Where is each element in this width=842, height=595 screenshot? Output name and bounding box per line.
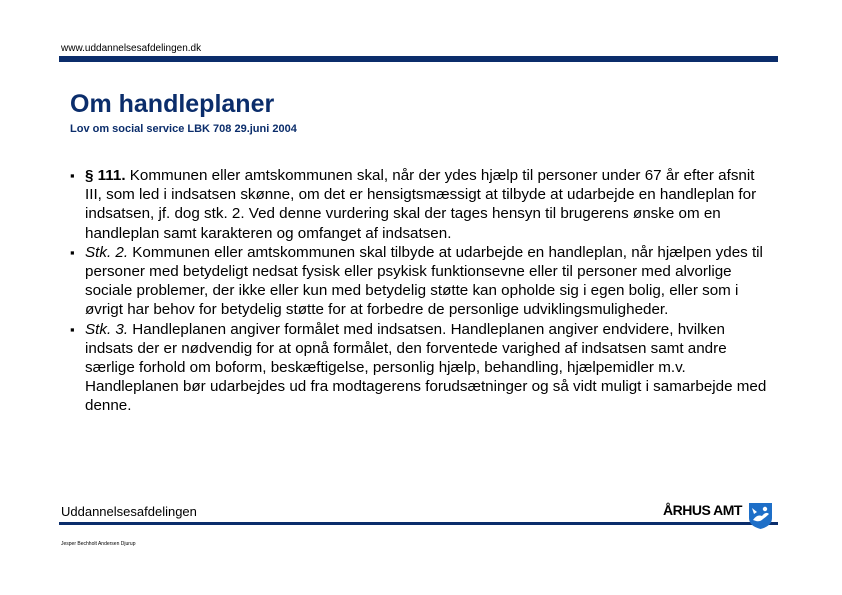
header-divider-bar xyxy=(59,56,778,62)
paragraph-text: Kommunen eller amtskommunen skal tilbyde at udarbejde en handleplan, når hjælpen ydes til personer med betydeligt nedsat fysisk eller psykisk funktionsevne eller til personer med alvorlige sociale problemer, der ikke eller kun med betydelig støtte kan opholde sig i egen bolig, eller som i øvrigt har behov for betydelig støtte for at forbedre de personlige udviklingsmuligheder. xyxy=(85,243,763,319)
paragraph-label: § 111. xyxy=(85,167,126,184)
paragraph-stk-2 xyxy=(70,243,770,320)
paragraph-text: Kommunen eller amtskommunen skal, når der ydes hjælp til personer under 67 år efter afsnit III, som led i indsatsen skønne, om det er hensigtsmæssigt at tilbyde at udarbejde en handleplan for indsatsen, jf. dog stk. 2. Ved denne vurdering skal der tages hensyn til brugerens ønske om en handleplan samt karakteren og omfanget af indsatsen. xyxy=(85,167,757,242)
footer-divider-bar xyxy=(59,522,778,525)
paragraph-label: Stk. 2. xyxy=(85,243,129,261)
paragraph-text: Handleplanen angiver formålet med indsatsen. Handleplanen angiver endvidere, hvilken indsats der er nødvendig for at opnå formålet, den forventede varighed af indsatsen samt andre særlige forhold om boform, beskæftigelse, personlig hjælp, behandling, hjælpemidler m.v. Handleplanen bør udarbejdes ud fra modtagerens forudsætninger og så vidt muligt i samarbejde med denne. xyxy=(85,320,767,415)
website-url: www.uddannelsesafdelingen.dk xyxy=(61,43,202,54)
paragraph-stk-3 xyxy=(70,320,770,416)
bullet-icon: ▪ xyxy=(70,168,75,183)
footer-author: Jesper Bechholt Andersen Djurup xyxy=(61,541,136,547)
bullet-icon: ▪ xyxy=(70,321,75,337)
page-subtitle: Lov om social service LBK 708 29.juni 2004 xyxy=(70,123,297,135)
bullet-icon: ▪ xyxy=(70,244,75,260)
paragraph-label: Stk. 3. xyxy=(85,320,129,338)
footer-department: Uddannelsesafdelingen xyxy=(61,504,197,519)
page-title: Om handleplaner xyxy=(70,90,275,118)
content-body xyxy=(70,166,770,416)
aarhus-amt-logo-icon xyxy=(748,502,773,530)
paragraph-111 xyxy=(70,166,770,243)
logo-wordmark: ÅRHUS AMT xyxy=(663,502,742,518)
